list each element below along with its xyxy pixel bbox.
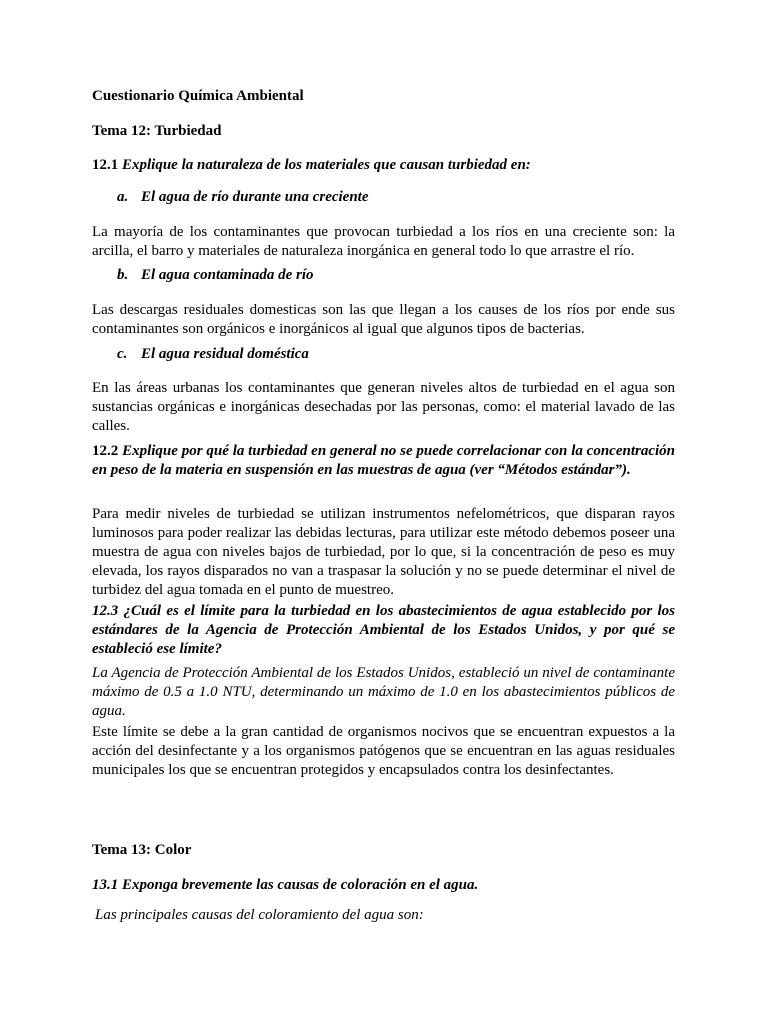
topic-12-heading: Tema 12: Turbiedad [92,123,222,139]
answer-b: Las descargas residuales domesticas son las que llegan a los causes de los ríos por ende sus contaminantes son orgánicos e inorgánicos al igual que algunos tipos de bacterias. [92,302,675,337]
answer-c: En las áreas urbanas los contaminantes que generan niveles altos de turbiedad en el agua son sustancias orgánicas e inorgánicas desechadas por las personas, como: el material lavado de las calles. [92,380,675,434]
document-page [92,0,675,1024]
subitem-a-marker: a. [117,189,129,205]
subitem-c [117,345,309,364]
answer-12-3-italic: La Agencia de Protección Ambiental de los Estados Unidos, estableció un nivel de contaminante máximo de 0.5 a 1.0 NTU, determinando un máximo de 1.0 en los abastecimientos públicos de agua. [92,665,675,719]
question-12-2-text: Explique por qué la turbiedad en general no se puede correlacionar con la concentración en peso de la materia en suspensión en las muestras de agua (ver “Métodos estándar”). [92,443,676,478]
question-13-1: 13.1 Exponga brevemente las causas de coloración en el agua. [92,877,479,893]
question-12-1-text: Explique la naturaleza de los materiales que causan turbiedad en: [122,157,531,173]
answer-13-1: Las principales causas del coloramiento del agua son: [95,907,424,923]
question-12-2-number: 12.2 [92,443,119,459]
subitem-c-text: El agua residual doméstica [141,346,309,362]
subitem-b-text: El agua contaminada de río [141,267,314,283]
question-12-1 [92,156,531,175]
subitem-a [117,188,369,207]
question-12-3: 12.3 ¿Cuál es el límite para la turbiedad en los abastecimientos de agua establecido por los estándares de la Agencia de Protección Ambiental de los Estados Unidos, y por qué se estableció ese límite? [92,603,675,657]
subitem-a-text: El agua de río durante una creciente [141,189,369,205]
question-12-1-number: 12.1 [92,157,119,173]
answer-12-2: Para medir niveles de turbiedad se utilizan instrumentos nefelométricos, que disparan rayos luminosos para poder realizar las debidas lecturas, para utilizar este método debemos poseer una muestra de agua con niveles bajos de turbiedad, por lo que, si la concentración de peso es muy elevada, los rayos disparados no van a traspasar la solución y no se puede determinar el nivel de turbidez del agua tomada en el punto de muestreo. [92,506,675,598]
question-12-2 [92,442,675,480]
document-title: Cuestionario Química Ambiental [92,88,304,104]
subitem-b [117,266,314,285]
subitem-b-marker: b. [117,267,129,283]
subitem-c-marker: c. [117,346,128,362]
answer-a: La mayoría de los contaminantes que provocan turbiedad a los ríos en una creciente son: la arcilla, el barro y materiales de naturaleza inorgánica en general todo lo que arrastre el río. [92,224,675,259]
topic-13-heading: Tema 13: Color [92,842,192,858]
answer-12-3: Este límite se debe a la gran cantidad de organismos nocivos que se encuentran expuestos a la acción del desinfectante y a los organismos patógenos que se encuentran en las aguas residuales municipales los que se encuentran protegidos y encapsulados contra los desinfectantes. [92,724,675,778]
